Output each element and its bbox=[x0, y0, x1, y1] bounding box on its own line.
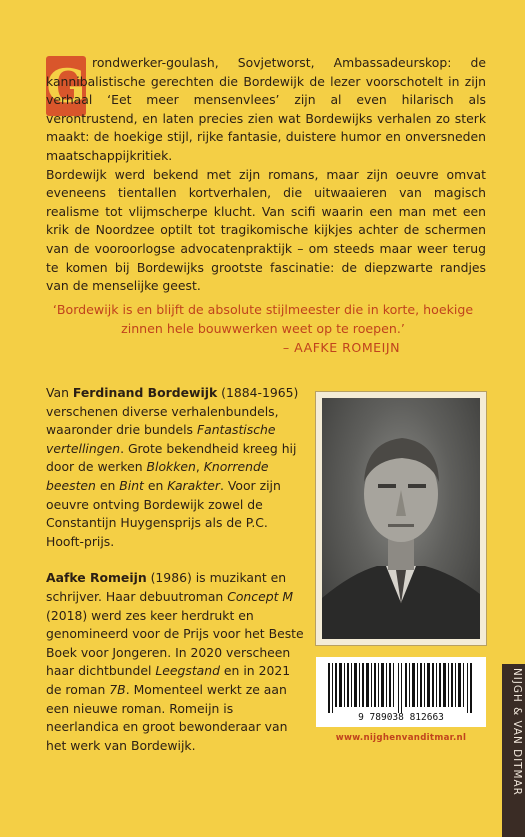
pull-quote bbox=[40, 300, 486, 357]
intro-paragraph-2: Bordewijk werd bekend met zijn romans, maar zijn oeuvre omvat eveneens tientallen kortverhalen, die uitwaaieren van magisch realisme tot vlijmscherpe klucht. Van scifi waarin een man met een krik de Noordzee optilt tot tragikomische kijkjes achter de schermen van de vooroorlogse advocatenpraktijk – om steeds maar weer terug te komen bij Bordewijks grootste fascinatie: de diepzwarte randjes van de menselijke geest. bbox=[46, 166, 486, 294]
bio-text: . Momenteel werkt ze aan een nieuwe roman. Romeijn is neerlandica en groot bewonderaar van het werk van Bordewijk. bbox=[46, 681, 288, 753]
book-title: Bint bbox=[119, 477, 144, 493]
drop-cap-letter: G bbox=[46, 56, 86, 116]
quote-author: – AAFKE ROMEIJN bbox=[282, 340, 400, 355]
author-photo-frame bbox=[316, 392, 486, 645]
bio-text: en bbox=[95, 477, 120, 493]
book-title: Knorrende beesten bbox=[46, 459, 269, 493]
bio-text: (1884-1965) verschenen diverse verhalenbundels, waaronder drie bundels bbox=[46, 385, 299, 438]
author-name-bordewijk: Ferdinand Bordewijk bbox=[72, 385, 218, 400]
book-title: Concept M bbox=[227, 588, 294, 604]
book-title: 7B bbox=[109, 681, 126, 697]
bio-text: , bbox=[195, 459, 204, 475]
portrait-illustration bbox=[322, 398, 480, 639]
book-title: Blokken bbox=[146, 459, 196, 475]
bio-text: (2018) werd zes keer herdrukt en genomineerd voor de Prijs voor het Beste Boek voor Jongeren. In 2020 verscheen haar dichtbundel bbox=[46, 607, 304, 679]
author-name-romeijn: Aafke Romeijn bbox=[46, 570, 147, 586]
isbn-barcode bbox=[316, 657, 486, 727]
bio-text: (1986) is muzikant en schrijver. Haar debuutroman bbox=[46, 570, 287, 604]
bio-text: en in 2021 de roman bbox=[46, 663, 291, 697]
bio-text: en bbox=[143, 477, 168, 493]
bio-text: Van bbox=[46, 385, 73, 400]
book-title: Fantastische vertellingen bbox=[46, 422, 276, 456]
intro-paragraph-1: rondwerker-goulash, Sovjetworst, Ambassadeurskop: de kannibalistische gerechten die Bordewijk de lezer voorschotelt in zijn verhaal ‘Eet meer mensenvlees’ zijn al even hilarisch als verontrustend, en laten precies zien wat Bordewijks verhalen zo sterk maakt: de hoekige stijl, rijke fantasie, duistere humor en onversneden maatschappijkritiek. bbox=[46, 55, 486, 163]
bio-romeijn bbox=[46, 569, 308, 755]
publisher-website: www.nijghenvanditmar.nl bbox=[335, 733, 467, 743]
intro-text bbox=[46, 54, 486, 296]
author-bios bbox=[46, 384, 308, 773]
author-photo bbox=[322, 398, 480, 639]
book-title: Leegstand bbox=[155, 663, 220, 679]
publisher-name: NIJGH & VAN DITMAR bbox=[511, 668, 523, 796]
bio-text: . Grote bekendheid kreeg hij door de werken bbox=[46, 440, 297, 475]
bio-bordewijk bbox=[46, 384, 308, 551]
book-title: Karakter bbox=[167, 477, 220, 493]
quote-text: ‘Bordewijk is en blijft de absolute stijlmeester die in korte, hoekige zinnen hele bouwwerken weet op te roepen.’ bbox=[52, 302, 474, 336]
isbn-digits: 9 789038 812663 bbox=[358, 712, 444, 723]
bio-text: . Voor zijn oeuvre ontving Bordewijk zowel de Constantijn Huygensprijs als de P.C. Hooft-prijs. bbox=[46, 477, 281, 549]
